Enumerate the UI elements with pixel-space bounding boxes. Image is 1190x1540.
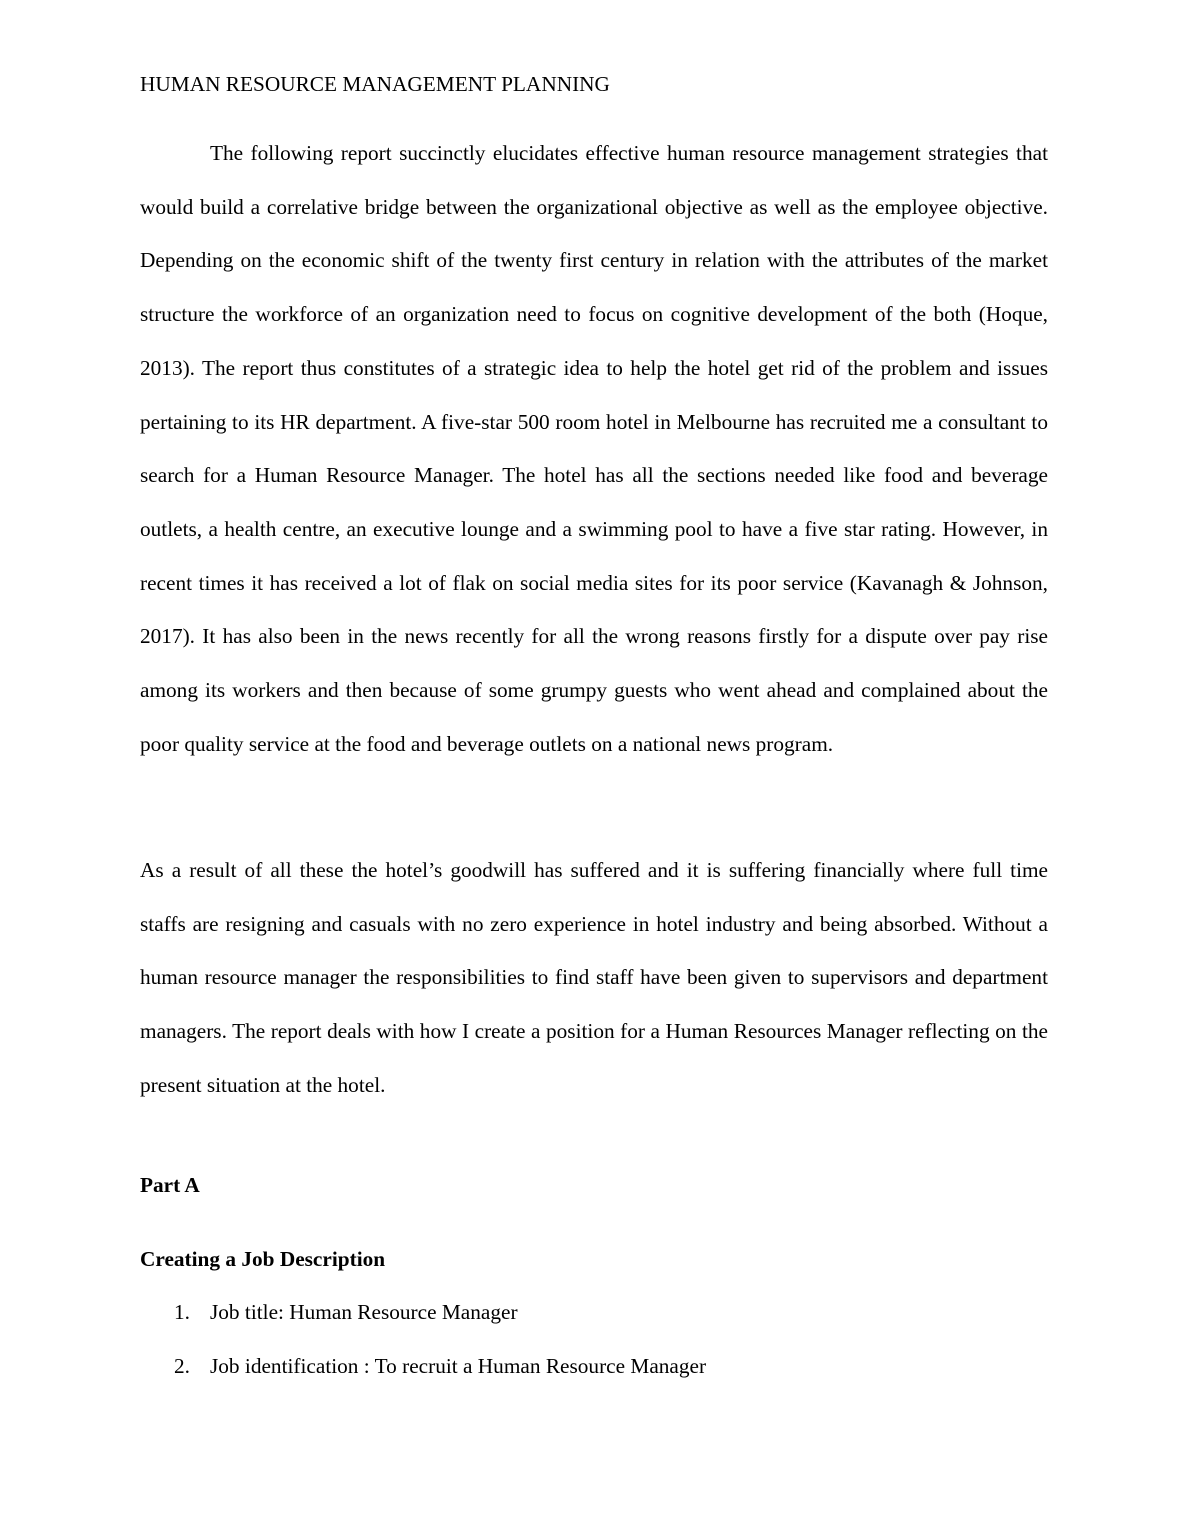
section-heading: Creating a Job Description	[140, 1247, 386, 1271]
intro-paragraph: The following report succinctly elucidates effective human resource management strategies that would build a correlative bridge between the organizational objective as well as the employee objective. Depending on the economic shift of the twenty first century in relation with the attributes of the market structure the workforce of an organization need to focus on cognitive development of the both (Hoque, 2013). The report thus constitutes of a strategic idea to help the hotel get rid of the problem and issues pertaining to its HR department. A five-star 500 room hotel in Melbourne has recruited me a consultant to search for a Human Resource Manager. The hotel has all the sections needed like food and beverage outlets, a health centre, an executive lounge and a swimming pool to have a five star rating. However, in recent times it has received a lot of flak on social media sites for its poor service (Kavanagh & Johnson, 2017). It has also been in the news recently for all the wrong reasons firstly for a dispute over pay rise among its workers and then because of some grumpy guests who went ahead and complained about the poor quality service at the food and beverage outlets on a national news program.	[140, 141, 1048, 756]
context-paragraph: As a result of all these the hotel’s goodwill has suffered and it is suffering financially where full time staffs are resigning and casuals with no zero experience in hotel industry and being absorbed. Without a human resource manager the responsibilities to find staff have been given to supervisors and department managers. The report deals with how I create a position for a Human Resources Manager reflecting on the present situation at the hotel.	[140, 858, 1048, 1097]
part-heading: Part A	[140, 1173, 200, 1197]
running-header: HUMAN RESOURCE MANAGEMENT PLANNING	[140, 72, 610, 96]
job-description-list	[140, 1286, 1048, 1393]
list-item-number: 1.	[174, 1300, 190, 1324]
list-item	[140, 1286, 1048, 1340]
list-item	[140, 1340, 1048, 1394]
list-item-text: Job identification : To recruit a Human Resource Manager	[210, 1353, 707, 1378]
list-item-number: 2.	[174, 1353, 190, 1378]
list-item-text: Job title: Human Resource Manager	[210, 1300, 518, 1324]
